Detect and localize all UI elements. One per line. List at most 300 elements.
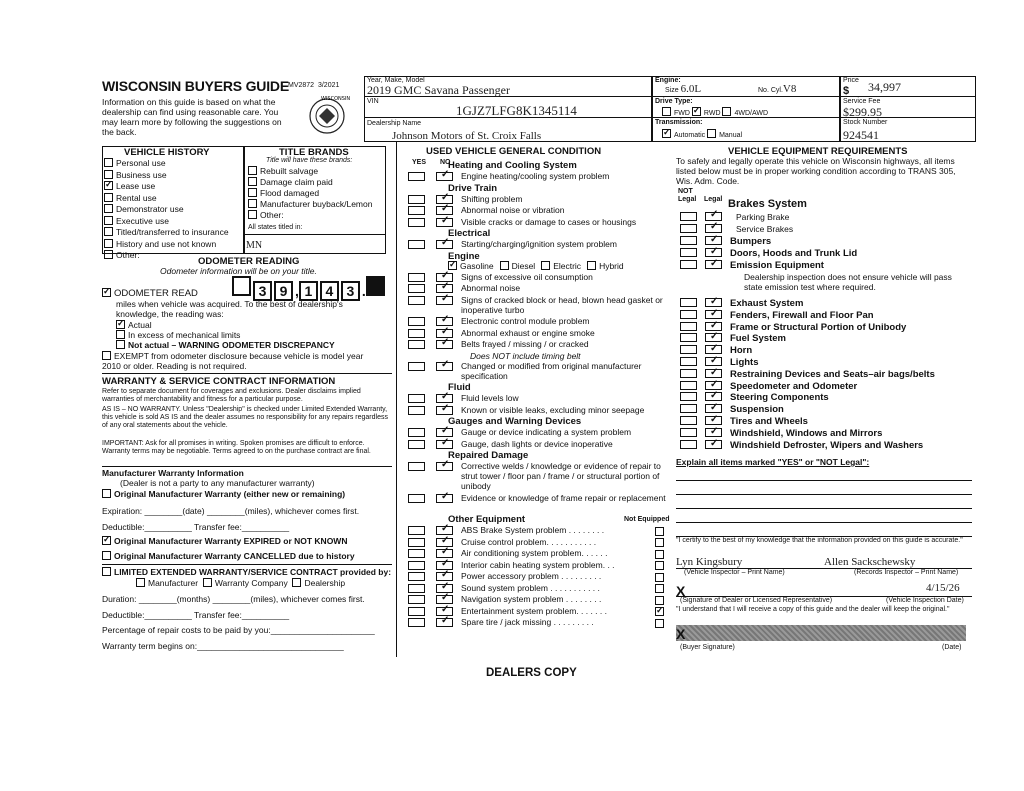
no-box[interactable] xyxy=(436,595,453,604)
condition-label: Electronic control module problem xyxy=(461,316,590,326)
history-item xyxy=(104,193,244,205)
fuel-label: Diesel xyxy=(511,260,536,271)
odo-digit: 1 xyxy=(299,281,318,301)
not-equipped-checkbox[interactable] xyxy=(655,607,664,616)
not-legal-box[interactable] xyxy=(680,369,697,378)
limited-warranty: LIMITED EXTENDED WARRANTY/SERVICE CONTRACT provided by: xyxy=(102,567,392,577)
not-legal-box[interactable] xyxy=(680,298,697,307)
not-legal-box[interactable] xyxy=(680,260,697,269)
not-legal-box[interactable] xyxy=(680,428,697,437)
history-checkbox[interactable] xyxy=(104,170,113,179)
condition-item xyxy=(408,560,676,570)
dealer-label: Dealership Name xyxy=(367,120,422,127)
condition-section-title: Drive Train xyxy=(448,182,498,194)
legal-header: Legal xyxy=(704,196,723,203)
odometer-read: ✓ODOMETER READ xyxy=(102,288,198,299)
yes-box[interactable] xyxy=(408,538,425,547)
condition-item xyxy=(408,361,676,381)
yes-box[interactable] xyxy=(408,440,425,449)
yes-box[interactable] xyxy=(408,406,425,415)
timing-note: Does NOT include timing belt xyxy=(470,350,581,361)
equipment-label: Frame or Structural Portion of Unibody xyxy=(730,321,907,333)
fuel-types xyxy=(448,261,630,271)
legal-box[interactable] xyxy=(705,381,722,390)
form-title: WISCONSIN BUYERS GUIDE xyxy=(102,78,289,94)
state-seal xyxy=(302,94,352,138)
condition-section-title: Fluid xyxy=(448,382,471,393)
yes-box[interactable] xyxy=(408,340,425,349)
no-box[interactable] xyxy=(436,296,453,305)
equipment-item xyxy=(680,404,784,415)
condition-section-title: Engine xyxy=(448,250,480,262)
yes-box[interactable] xyxy=(408,206,425,215)
brands-subtitle: Title will have these brands: xyxy=(266,157,353,164)
fuel-checkbox[interactable] xyxy=(500,261,509,270)
yes-box[interactable] xyxy=(408,494,425,503)
condition-item xyxy=(408,295,676,315)
not-equipped-checkbox[interactable] xyxy=(655,584,664,593)
no-box[interactable] xyxy=(436,240,453,249)
yes-box[interactable] xyxy=(408,428,425,437)
notactual-option: Not actual – WARNING ODOMETER DISCREPANCY xyxy=(116,340,335,350)
equipment-item xyxy=(680,416,808,427)
awd-checkbox[interactable] xyxy=(722,107,731,116)
date-label: (Vehicle Inspection Date) xyxy=(886,597,964,604)
not-legal-box[interactable] xyxy=(680,333,697,342)
expired-warranty: ✓Original Manufacturer Warranty EXPIRED or NOT KNOWN xyxy=(102,536,347,546)
condition-item xyxy=(408,316,676,326)
condition-label: Spare tire / jack missing . . . . . . . . . xyxy=(461,617,594,627)
not-equipped-header: Not Equipped xyxy=(624,516,670,523)
condition-item xyxy=(408,537,676,547)
condition-item xyxy=(408,194,676,204)
condition-label: Power accessory problem . . . . . . . . . xyxy=(461,571,602,581)
equipment-item xyxy=(680,333,786,344)
buyer-signature-field[interactable] xyxy=(676,625,966,641)
cancelled-warranty: Original Manufacturer Warranty CANCELLED due to history xyxy=(102,551,355,561)
brand-checkbox[interactable] xyxy=(248,210,257,219)
price-symbol: $ xyxy=(843,85,850,97)
equipment-label: Bumpers xyxy=(730,236,772,247)
legal-box[interactable] xyxy=(705,322,722,331)
no-box[interactable] xyxy=(436,362,453,371)
no-box[interactable] xyxy=(436,526,453,535)
history-item xyxy=(104,204,244,216)
yes-box[interactable] xyxy=(408,595,425,604)
no-box[interactable] xyxy=(436,284,453,293)
history-checkbox[interactable] xyxy=(104,204,113,213)
equipment-label: Fuel System xyxy=(730,333,786,345)
cylinders: V8 xyxy=(782,83,797,95)
condition-label: Navigation system problem . . . . . . . . xyxy=(461,594,602,604)
not-legal-box[interactable] xyxy=(680,440,697,449)
yes-box[interactable] xyxy=(408,240,425,249)
condition-item xyxy=(408,571,676,581)
no-box[interactable] xyxy=(436,494,453,503)
condition-label: Corrective welds / knowledge or evidence of repair to strut tower / floor pan / frame / or structural portion of unibody xyxy=(461,461,661,491)
not-equipped-checkbox[interactable] xyxy=(655,561,664,570)
equipment-label: Windshield Defroster, Wipers and Washers xyxy=(730,439,924,451)
condition-item xyxy=(408,239,676,249)
rwd-checkbox[interactable] xyxy=(692,107,701,116)
drive-options: FWD ✓ RWD 4WD/AWD xyxy=(662,107,768,118)
legal-box[interactable] xyxy=(705,392,722,401)
equipment-label: Tires and Wheels xyxy=(730,416,808,427)
equipment-item xyxy=(680,381,857,392)
brakes-title: Brakes System xyxy=(728,198,807,210)
not-legal-box[interactable] xyxy=(680,212,697,221)
history-checkbox[interactable] xyxy=(104,239,113,248)
history-item xyxy=(104,181,244,193)
brand-label: Other: xyxy=(260,210,284,220)
not-legal-box[interactable] xyxy=(680,381,697,390)
odo-digit: 3 xyxy=(341,281,360,301)
buyer-x: X xyxy=(676,626,686,642)
yes-box[interactable] xyxy=(408,172,425,181)
not-legal-box[interactable] xyxy=(680,236,697,245)
legal-box[interactable] xyxy=(705,298,722,307)
legal-box[interactable] xyxy=(705,404,722,413)
equipment-item xyxy=(680,357,759,368)
condition-label: Abnormal noise or vibration xyxy=(461,205,565,215)
no-box[interactable] xyxy=(436,572,453,581)
condition-section-title: Electrical xyxy=(448,228,491,239)
legal-box[interactable] xyxy=(705,345,722,354)
not-legal-box[interactable] xyxy=(680,224,697,233)
fuel-checkbox[interactable] xyxy=(587,261,596,270)
fuel-label: Hybrid xyxy=(599,260,624,271)
history-list xyxy=(104,158,244,262)
warranty-p2: AS IS – NO WARRANTY. Unless "Dealership" is checked under Limited Extended Warranty, this vehicle is sold AS IS and the dealer assumes no responsibility for any repairs regardless of any oral statements about the vehicle. xyxy=(102,406,388,429)
brand-label: Rebuilt salvage xyxy=(260,166,319,176)
equipment-item xyxy=(680,224,793,234)
yes-box[interactable] xyxy=(408,218,425,227)
condition-section-title: Other Equipment xyxy=(448,514,526,525)
legal-box[interactable] xyxy=(705,369,722,378)
emission-note: Dealership inspection does not ensure vehicle will pass state emission test where required. xyxy=(744,272,952,292)
legal-box[interactable] xyxy=(705,357,722,366)
legal-box[interactable] xyxy=(705,428,722,437)
certify-text: "I certify to the best of my knowledge that the information provided on this guide is accurate." xyxy=(676,537,963,544)
condition-label: Fluid levels low xyxy=(461,393,519,403)
yes-box[interactable] xyxy=(408,195,425,204)
equipment-label: Windshield, Windows and Mirrors xyxy=(730,427,883,439)
engine-size: 6.0L xyxy=(680,83,702,95)
svg-text:WISCONSIN: WISCONSIN xyxy=(321,96,351,102)
history-checkbox[interactable] xyxy=(104,216,113,225)
history-checkbox[interactable] xyxy=(104,193,113,202)
exempt-option: EXEMPT from odometer disclosure because vehicle is model year 2010 or older. Reading is not required. xyxy=(102,351,364,371)
not-legal-box[interactable] xyxy=(680,416,697,425)
history-label: Titled/transferred to insurance xyxy=(116,227,229,237)
equipment-label: Parking Brake xyxy=(736,212,790,222)
stock-label: Stock Number xyxy=(843,119,888,126)
history-checkbox[interactable] xyxy=(104,250,113,259)
records-label: (Records Inspector – Print Name) xyxy=(854,569,959,576)
yes-box[interactable] xyxy=(408,526,425,535)
warranty-p3: IMPORTANT: Ask for all promises in writing. Spoken promises are difficult to enforce. Warranty terms may be negotiable. Terms agreed to on the purchase contract are final. xyxy=(102,440,371,455)
form-number xyxy=(288,82,339,90)
condition-item xyxy=(408,205,676,215)
yes-box[interactable] xyxy=(408,317,425,326)
condition-label: Visible cracks or damage to cases or housings xyxy=(461,216,637,227)
equipment-intro: To safely and legally operate this vehicle on Wisconsin highways, all items listed below must be in proper working condition according to TRANS 305, Wis. Adm. Code. xyxy=(676,156,956,186)
yes-box[interactable] xyxy=(408,394,425,403)
actual-option: ✓Actual xyxy=(116,320,152,330)
condition-label: ABS Brake System problem . . . . . . . . xyxy=(461,525,605,535)
no-box[interactable] xyxy=(436,549,453,558)
brand-item xyxy=(248,199,386,210)
form-date: 3/2021 xyxy=(317,82,340,89)
history-item xyxy=(104,227,244,239)
equipment-label: Exhaust System xyxy=(730,298,804,309)
legal-box[interactable] xyxy=(705,212,722,221)
condition-item xyxy=(408,606,676,616)
brand-item xyxy=(248,188,386,199)
equipment-label: Emission Equipment xyxy=(730,260,824,271)
explain-label: Explain all items marked "YES" or "NOT Legal": xyxy=(676,457,870,467)
records-inspector: Allen Sackschewsky xyxy=(824,556,916,568)
odometer-title: ODOMETER READING xyxy=(198,256,300,267)
no-box[interactable] xyxy=(436,618,453,627)
no-box[interactable] xyxy=(436,340,453,349)
size-label: Size xyxy=(665,87,679,94)
not-legal-box[interactable] xyxy=(680,322,697,331)
condition-item xyxy=(408,283,676,293)
history-checkbox[interactable] xyxy=(104,181,113,190)
history-checkbox[interactable] xyxy=(104,227,113,236)
yes-box[interactable] xyxy=(408,618,425,627)
form-no: MV2872 xyxy=(288,82,315,89)
brand-item xyxy=(248,210,386,221)
equipment-label: Doors, Hoods and Trunk Lid xyxy=(730,248,858,259)
condition-item xyxy=(408,461,676,491)
price-value: 34,997 xyxy=(868,80,901,94)
brands-list xyxy=(248,166,386,221)
legal-box[interactable] xyxy=(705,248,722,257)
yes-box[interactable] xyxy=(408,362,425,371)
intro-text: Information on this guide is based on what the dealership can find using reasonable care. You may learn more by following the suggestions on the back. xyxy=(102,97,282,137)
not-legal-box[interactable] xyxy=(680,357,697,366)
legal-box[interactable] xyxy=(705,333,722,342)
history-item xyxy=(104,216,244,228)
no-box[interactable] xyxy=(436,206,453,215)
states-titled: MN xyxy=(246,240,263,251)
not-equipped-checkbox[interactable] xyxy=(655,538,664,547)
odo-digit: 4 xyxy=(320,281,339,301)
odometer-digits: 3 9 , 1 4 3 . xyxy=(232,276,387,301)
no-box[interactable] xyxy=(436,462,453,471)
legal-box[interactable] xyxy=(705,260,722,269)
yes-box[interactable] xyxy=(408,549,425,558)
condition-item xyxy=(408,617,676,627)
engine-label: Engine: xyxy=(655,77,681,84)
brand-item xyxy=(248,166,386,177)
history-item xyxy=(104,158,244,170)
condition-label: Shifting problem xyxy=(461,193,523,204)
equipment-item xyxy=(680,236,771,247)
duration-row: Duration: ________(months) ________(miles), whichever comes first. xyxy=(102,594,365,604)
equipment-label: Lights xyxy=(730,357,759,368)
history-item xyxy=(104,170,244,182)
vin-value: 1GJZ7LFG8K1345114 xyxy=(456,103,577,118)
condition-item xyxy=(408,548,676,558)
fuel-label: Gasoline xyxy=(460,260,494,271)
history-label: Demonstrator use xyxy=(116,204,184,214)
not-equipped-checkbox[interactable] xyxy=(655,619,664,628)
states-label: All states titled in: xyxy=(248,224,303,231)
fuel-label: Electric xyxy=(553,260,582,271)
condition-label: Entertainment system problem. . . . . . . xyxy=(461,605,607,616)
condition-title: USED VEHICLE GENERAL CONDITION xyxy=(426,146,602,157)
service-fee: $299.95 xyxy=(843,105,882,119)
yes-box[interactable] xyxy=(408,572,425,581)
brand-checkbox[interactable] xyxy=(248,166,257,175)
equipment-label: Steering Components xyxy=(730,392,829,404)
history-label: Rental use xyxy=(116,192,157,203)
yes-box[interactable] xyxy=(408,273,425,282)
yes-box[interactable] xyxy=(408,296,425,305)
legal-box[interactable] xyxy=(705,416,722,425)
fee-label: Service Fee xyxy=(843,98,881,105)
dealers-copy-footer: DEALERS COPY xyxy=(486,667,577,679)
fuel-checkbox[interactable] xyxy=(448,261,457,270)
fwd-checkbox[interactable] xyxy=(662,107,671,116)
equipment-item xyxy=(680,298,803,309)
yes-box[interactable] xyxy=(408,462,425,471)
condition-item xyxy=(408,339,676,349)
condition-item xyxy=(408,493,676,503)
drive-label: Drive Type: xyxy=(655,98,693,105)
condition-item xyxy=(408,439,676,449)
condition-label: Interior cabin heating system problem. . . xyxy=(461,559,615,570)
not-equipped-checkbox[interactable] xyxy=(655,573,664,582)
not-legal-box[interactable] xyxy=(680,345,697,354)
no-box[interactable] xyxy=(436,218,453,227)
mfr-note: (Dealer is not a party to any manufacturer warranty) xyxy=(120,478,315,488)
not-equipped-checkbox[interactable] xyxy=(655,550,664,559)
trans-label: Transmission: xyxy=(655,119,703,126)
automatic-checkbox[interactable] xyxy=(662,129,671,138)
history-checkbox[interactable] xyxy=(104,158,113,167)
equipment-title: VEHICLE EQUIPMENT REQUIREMENTS xyxy=(728,146,908,157)
stock-number: 924541 xyxy=(843,128,879,142)
condition-item xyxy=(408,427,676,437)
legal-box[interactable] xyxy=(705,236,722,245)
dealer-sig-label: (Signature of Dealer or Licensed Representative) xyxy=(680,597,833,604)
brand-checkbox[interactable] xyxy=(248,177,257,186)
history-label: Executive use xyxy=(116,215,169,226)
equipment-label: Speedometer and Odometer xyxy=(730,380,858,392)
mfr-title: Manufacturer Warranty Information xyxy=(102,468,244,478)
equipment-item xyxy=(680,440,923,451)
history-label: History and use not known xyxy=(116,238,217,249)
no-box[interactable] xyxy=(436,406,453,415)
condition-item xyxy=(408,393,676,403)
not-legal-header: NOT Legal xyxy=(678,188,697,203)
no-box[interactable] xyxy=(436,317,453,326)
fuel-checkbox[interactable] xyxy=(541,261,550,270)
odo-tenths xyxy=(366,276,385,296)
condition-item xyxy=(408,525,676,535)
equipment-item xyxy=(680,260,824,271)
yes-box[interactable] xyxy=(408,607,425,616)
equipment-label: Horn xyxy=(730,345,753,357)
understand-text: "I understand that I will receive a copy of this guide and the dealer will keep the original." xyxy=(676,606,950,613)
odometer-desc: miles when vehicle was acquired. To the best of dealership's knowledge, the reading was: xyxy=(116,299,343,319)
not-legal-box[interactable] xyxy=(680,392,697,401)
no-box[interactable] xyxy=(436,440,453,449)
not-equipped-checkbox[interactable] xyxy=(655,527,664,536)
history-label: Personal use xyxy=(116,158,166,168)
yes-header: YES xyxy=(412,159,427,166)
odo-digit: 3 xyxy=(253,281,272,301)
inspection-date: 4/15/26 xyxy=(926,582,960,594)
condition-section-title: Gauges and Warning Devices xyxy=(448,416,582,427)
odometer-subtitle: Odometer information will be on your title. xyxy=(160,266,317,276)
condition-section-title: Heating and Cooling System xyxy=(448,160,577,171)
yes-box[interactable] xyxy=(408,284,425,293)
warranty-title: WARRANTY & SERVICE CONTRACT INFORMATION xyxy=(102,376,336,387)
yes-box[interactable] xyxy=(408,329,425,338)
history-label: Other: xyxy=(116,250,140,260)
condition-item xyxy=(408,594,676,604)
not-legal-box[interactable] xyxy=(680,248,697,257)
brand-checkbox[interactable] xyxy=(248,188,257,197)
legal-box[interactable] xyxy=(705,224,722,233)
brand-label: Damage claim paid xyxy=(260,177,333,187)
odo-digit xyxy=(232,276,251,296)
condition-item xyxy=(408,405,676,415)
expiration-row: Expiration: ________(date) ________(miles), whichever comes first. xyxy=(102,506,360,516)
no-box[interactable] xyxy=(436,428,453,437)
not-legal-box[interactable] xyxy=(680,310,697,319)
equipment-item xyxy=(680,212,789,222)
begins-row: Warranty term begins on:_______________________________ xyxy=(102,641,344,651)
dealer-name: Johnson Motors of St. Croix Falls xyxy=(392,130,542,142)
condition-item xyxy=(408,171,676,181)
not-equipped-checkbox[interactable] xyxy=(655,596,664,605)
yes-box[interactable] xyxy=(408,584,425,593)
provided-by: Manufacturer Warranty Company Dealership xyxy=(136,578,345,588)
legal-box[interactable] xyxy=(705,440,722,449)
legal-box[interactable] xyxy=(705,310,722,319)
condition-item xyxy=(408,583,676,593)
equipment-label: Restraining Devices and Seats–air bags/belts xyxy=(730,368,935,380)
no-box[interactable] xyxy=(436,394,453,403)
explain-section xyxy=(676,457,972,537)
vin-label: VIN xyxy=(367,98,379,105)
inspector-name: Lyn Kingsbury xyxy=(676,556,743,568)
not-legal-box[interactable] xyxy=(680,404,697,413)
buyer-date-label: (Date) xyxy=(942,644,962,651)
odo-digit: 9 xyxy=(274,281,293,301)
brand-checkbox[interactable] xyxy=(248,199,257,208)
condition-label: Sound system problem . . . . . . . . . . . xyxy=(461,582,600,593)
warranty-p1: Refer to separate document for coverages and exclusions. Dealer disclaims implied warranties of merchantability and fitness for a particular purpose. xyxy=(102,388,361,403)
yes-box[interactable] xyxy=(408,561,425,570)
condition-section-title: Repaired Damage xyxy=(448,450,529,461)
year-make-model: 2019 GMC Savana Passenger xyxy=(367,83,510,97)
condition-label: Gauge or device indicating a system problem xyxy=(461,427,632,437)
price-label: Price xyxy=(843,77,859,84)
manual-checkbox[interactable] xyxy=(707,129,716,138)
condition-label: Cruise control problem. . . . . . . . . . . xyxy=(461,536,597,547)
no-box[interactable] xyxy=(436,172,453,181)
history-label: Business use xyxy=(116,169,167,180)
inspector-label: (Vehicle Inspector – Print Name) xyxy=(684,569,785,576)
history-label: Lease use xyxy=(116,181,156,191)
